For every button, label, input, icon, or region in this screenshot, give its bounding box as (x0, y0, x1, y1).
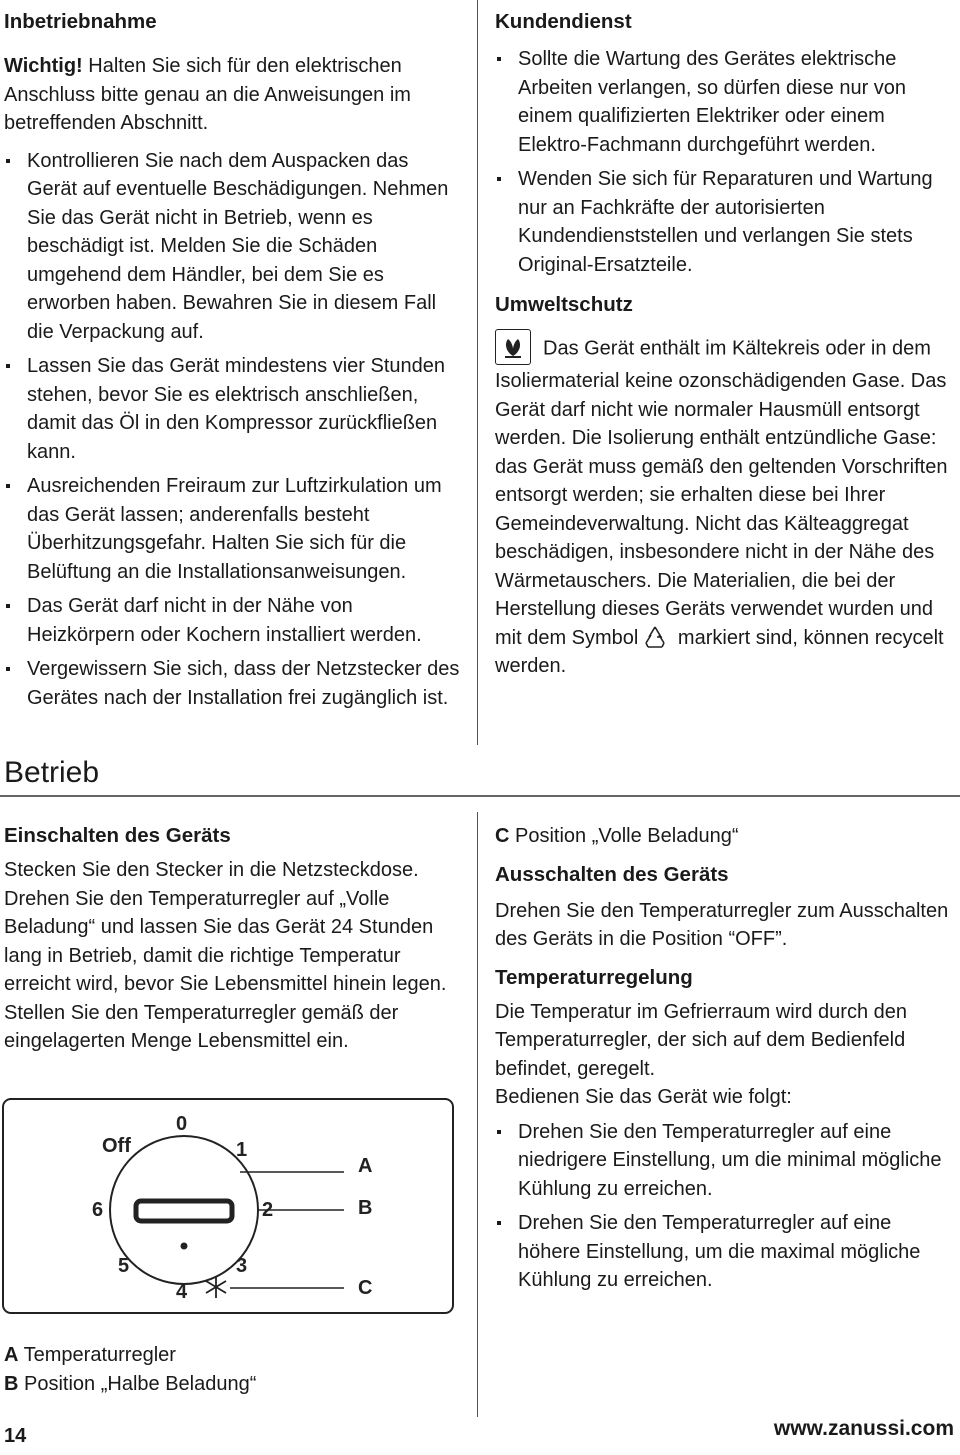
ausschalten-paragraph: Drehen Sie den Temperaturregler zum Ausschalten des Geräts in die Position “OFF”. (495, 899, 949, 950)
bullet-marker (6, 604, 10, 608)
list-item (495, 1209, 957, 1295)
callout-c: C (358, 1277, 373, 1299)
environment-paragraph (495, 331, 957, 681)
list-item (4, 592, 462, 649)
dial-label-0: 0 (176, 1113, 188, 1135)
legend-key: A (4, 1344, 19, 1366)
list-item (495, 165, 957, 279)
bullet-marker (6, 364, 10, 368)
einschalten-paragraph-2: Stellen Sie den Temperaturregler gemäß der eingelagerten Menge Lebensmittel ein. (4, 1001, 399, 1052)
legend-key: C (495, 825, 510, 847)
left-bottom-column (4, 822, 462, 1056)
bullet-marker (497, 1221, 501, 1225)
list-item-text: Drehen Sie den Temperaturregler auf eine höhere Einstellung, um die maximal mögliche Kühlung zu erreichen. (518, 1212, 921, 1291)
list-item-text: Vergewissern Sie sich, dass der Netzstecker des Gerätes nach der Installation frei zugänglich ist. (27, 658, 460, 709)
dial-dot (181, 1243, 188, 1250)
environment-icon (495, 329, 531, 365)
section-divider (0, 795, 960, 797)
right-top-column (495, 8, 957, 681)
bullet-marker (497, 1130, 501, 1134)
bullet-marker (6, 484, 10, 488)
list-item-text: Wenden Sie sich für Reparaturen und Wartung nur an Fachkräfte der autorisierten Kundendienststellen und verlangen Sie stets Original-Ersatzteile. (518, 168, 933, 276)
intro-paragraph (4, 52, 462, 138)
left-top-column (4, 8, 462, 718)
dial-label-3: 3 (236, 1255, 248, 1277)
section-title-wrap (4, 755, 462, 791)
heading-einschalten: Einschalten des Geräts (4, 824, 231, 847)
inbetriebnahme-list (4, 147, 462, 713)
right-bottom-column (495, 822, 957, 1301)
einschalten-paragraph-1: Stecken Sie den Stecker in die Netzsteckdose. Drehen Sie den Temperaturregler auf „Volle Beladung“ und lassen Sie das Gerät 24 Stunden lang in Betrieb, damit die richtige Temperatur erreicht wird, bevor Sie Lebensmittel hinein legen. (4, 859, 447, 995)
list-item (4, 147, 462, 347)
heading-inbetriebnahme: Inbetriebnahme (4, 10, 157, 33)
heading-kundendienst: Kundendienst (495, 10, 632, 33)
bullet-marker (6, 667, 10, 671)
heading-umweltschutz: Umweltschutz (495, 293, 633, 316)
legend-text: Position „Volle Beladung“ (509, 825, 739, 847)
column-divider-top (477, 0, 478, 745)
environment-text-1: Das Gerät enthält im Kältekreis oder in dem Isoliermaterial keine ozonschädigenden Gase. Das Gerät darf nicht wie normaler Hausmüll entsorgt werden. Die Isolierung enthält entzündliche Gase: das Gerät muss gemäß den geltenden Vorschriften entsorgt werden; sie erhalten diese bei Ihrer Gemeindeverwaltung. Nicht das Kälteaggregat beschädigen, insbesondere nicht in der Nähe des Wärmetauschers. Die Materialien, die bei der Herstellung dieses Geräts verwendet wurden und mit dem Symbol (495, 337, 948, 649)
legend-a (4, 1341, 462, 1370)
dial-legend (4, 1341, 462, 1398)
intro-bold: Wichtig! (4, 55, 83, 77)
legend-c (495, 822, 957, 851)
list-item (4, 655, 462, 712)
list-item-text: Drehen Sie den Temperaturregler auf eine niedrigere Einstellung, um die minimal mögliche Kühlung zu erreichen. (518, 1120, 942, 1200)
column-divider-bottom (477, 812, 478, 1417)
page-number: 14 (4, 1425, 27, 1447)
bullet-marker (497, 57, 501, 61)
list-item-text: Das Gerät darf nicht in der Nähe von Heizkörpern oder Kochern installiert werden. (27, 595, 422, 646)
legend-b (4, 1370, 462, 1399)
legend-text: Temperaturregler (18, 1344, 176, 1366)
dial-label-6: 6 (92, 1199, 104, 1221)
regelung-paragraph-2: Bedienen Sie das Gerät wie folgt: (495, 1086, 792, 1108)
environment-text-2: markiert sind, können recycelt werden. (495, 626, 944, 677)
list-item (495, 1118, 957, 1204)
bullet-marker (6, 159, 10, 163)
list-item-text: Kontrollieren Sie nach dem Auspacken das Gerät auf eventuelle Beschädigungen. Nehmen Sie das Gerät nicht in Betrieb, wenn es beschädigt ist. Melden Sie die Schäden umgehend dem Händler, bei dem Sie es erworben haben. Bewahren Sie in diesem Fall die Verpackung auf. (27, 149, 449, 343)
bullet-marker (497, 177, 501, 181)
dial-label-1: 1 (236, 1139, 248, 1161)
heading-temperaturregelung: Temperaturregelung (495, 965, 693, 989)
list-item (495, 45, 957, 159)
list-item-text: Ausreichenden Freiraum zur Luftzirkulation um das Gerät lassen; anderenfalls besteht Überhitzungsgefahr. Halten Sie sich für die Belüftung an die Installationsanweisungen. (27, 475, 442, 583)
callout-a: A (358, 1155, 373, 1177)
list-item (4, 352, 462, 466)
callout-b: B (358, 1197, 373, 1219)
dial-label-off: Off (102, 1135, 131, 1157)
dial-knob (136, 1201, 232, 1221)
list-item-text: Lassen Sie das Gerät mindestens vier Stunden stehen, bevor Sie es elektrisch anschließen, damit das Öl in den Kompressor zurückfließen kann. (27, 355, 446, 463)
regelung-list (495, 1118, 957, 1295)
leaf-icon (496, 330, 530, 364)
footer-url: www.zanussi.com (773, 1417, 954, 1440)
recycle-icon (642, 625, 668, 651)
section-title-betrieb: Betrieb (4, 756, 100, 789)
intro-text: Halten Sie sich für den elektrischen Anschluss bitte genau an die Anweisungen im betreffenden Abschnitt. (4, 55, 411, 134)
list-item-text: Sollte die Wartung des Gerätes elektrische Arbeiten verlangen, so dürfen diese nur von einem qualifizierten Elektriker oder einem Elektro-Fachmann durchgeführt werden. (518, 48, 907, 156)
heading-ausschalten: Ausschalten des Geräts (495, 862, 729, 886)
thermostat-diagram (2, 1098, 454, 1314)
list-item (4, 472, 462, 586)
legend-text: Position „Halbe Beladung“ (18, 1372, 257, 1395)
dial-label-2: 2 (262, 1199, 274, 1221)
dial-label-5: 5 (118, 1255, 130, 1277)
thermostat-svg (4, 1100, 452, 1312)
legend-key: B (4, 1372, 19, 1395)
dial-label-4: 4 (176, 1281, 188, 1303)
kundendienst-list (495, 45, 957, 279)
regelung-paragraph-1: Die Temperatur im Gefrierraum wird durch den Temperaturregler, der sich auf dem Bedienfeld befindet, geregelt. (495, 1000, 908, 1080)
